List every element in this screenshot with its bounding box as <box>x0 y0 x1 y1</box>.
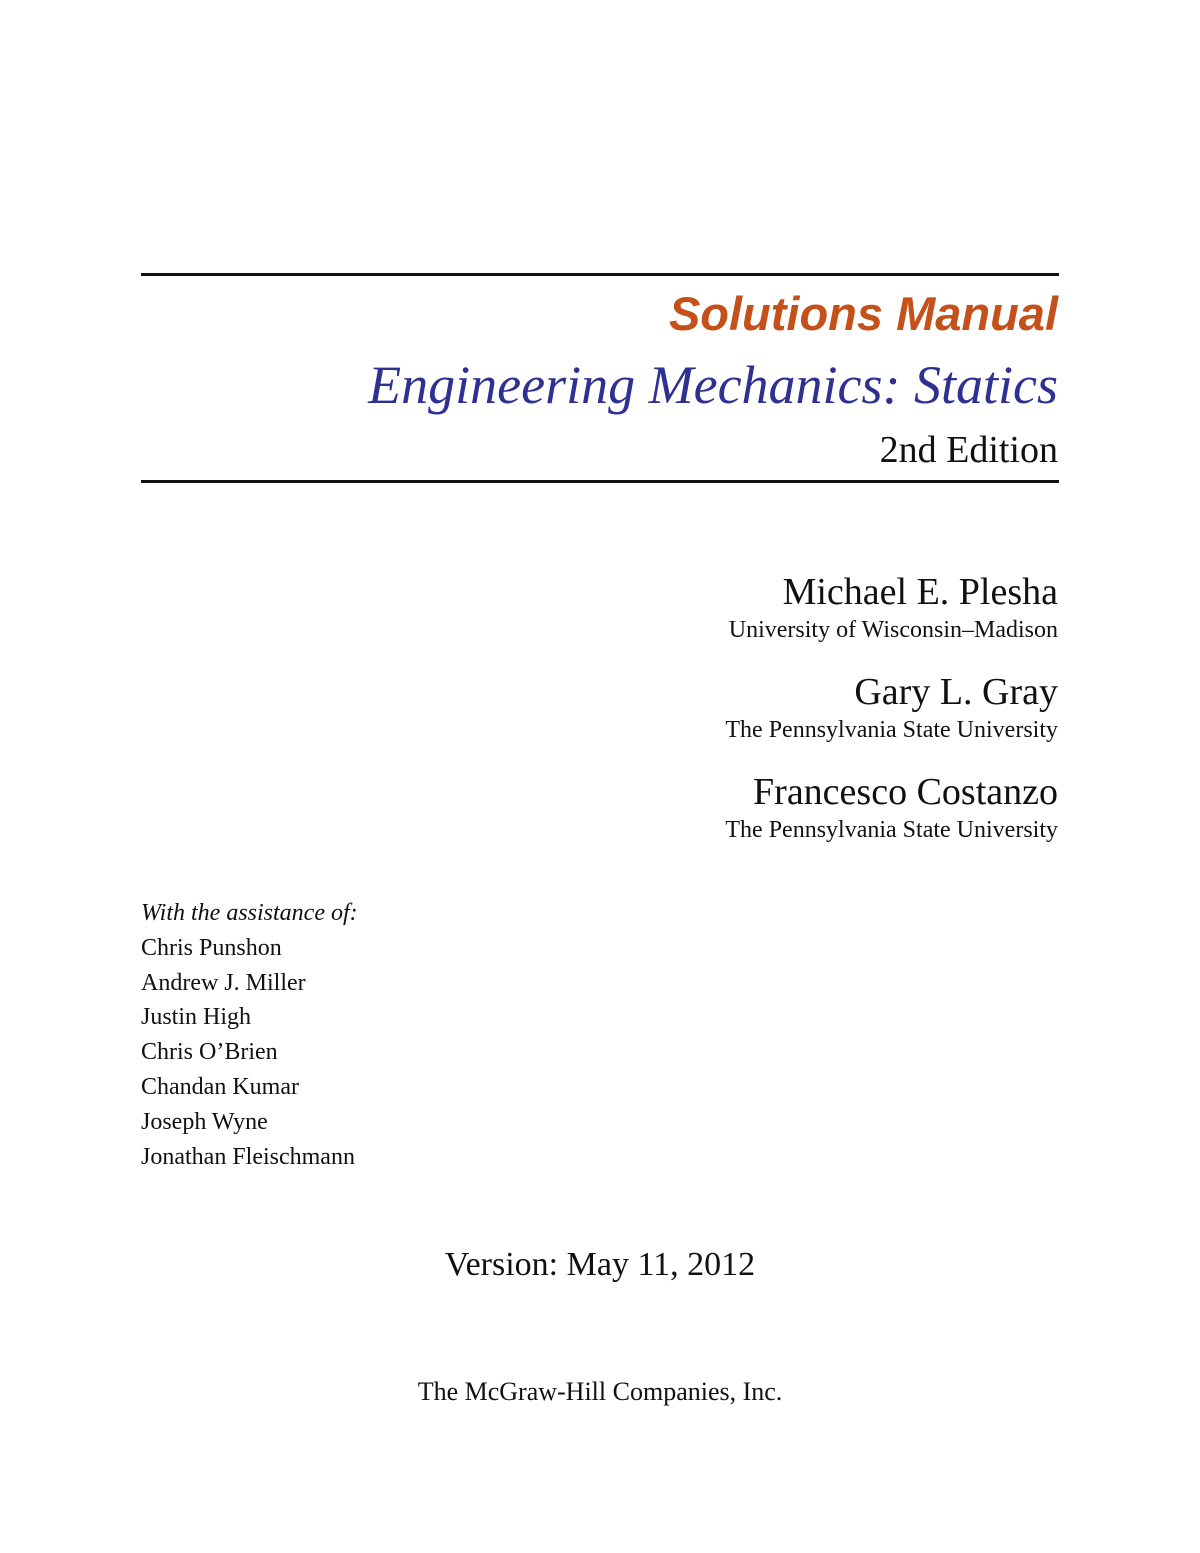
author-name: Michael E. Plesha <box>782 571 1058 613</box>
assistant-name: Andrew J. Miller <box>141 969 306 996</box>
assistance-heading: With the assistance of: <box>141 900 358 926</box>
assistant-name: Chandan Kumar <box>141 1073 299 1100</box>
bottom-rule <box>141 480 1059 483</box>
author-name: Francesco Costanzo <box>753 771 1058 813</box>
assistant-name: Joseph Wyne <box>141 1108 268 1135</box>
publisher-name: The McGraw-Hill Companies, Inc. <box>417 1377 783 1406</box>
book-title: Engineering Mechanics: Statics <box>368 355 1058 415</box>
assistant-list <box>141 931 358 1175</box>
manual-title: Solutions Manual <box>668 287 1058 340</box>
assistant-name: Chris Punshon <box>141 934 282 961</box>
author-affiliation: University of Wisconsin–Madison <box>728 617 1058 643</box>
version-date: Version: May 11, 2012 <box>444 1246 756 1283</box>
assistance-block <box>141 896 358 1174</box>
assistant-name: Justin High <box>141 1004 252 1031</box>
assistant-name: Chris O’Brien <box>141 1039 278 1066</box>
edition-label: 2nd Edition <box>879 429 1058 471</box>
assistant-name: Jonathan Fleischmann <box>141 1143 355 1170</box>
author-name: Gary L. Gray <box>854 671 1058 713</box>
author-affiliation: The Pennsylvania State University <box>725 817 1058 843</box>
author-affiliation: The Pennsylvania State University <box>725 717 1058 743</box>
top-rule <box>141 273 1059 276</box>
